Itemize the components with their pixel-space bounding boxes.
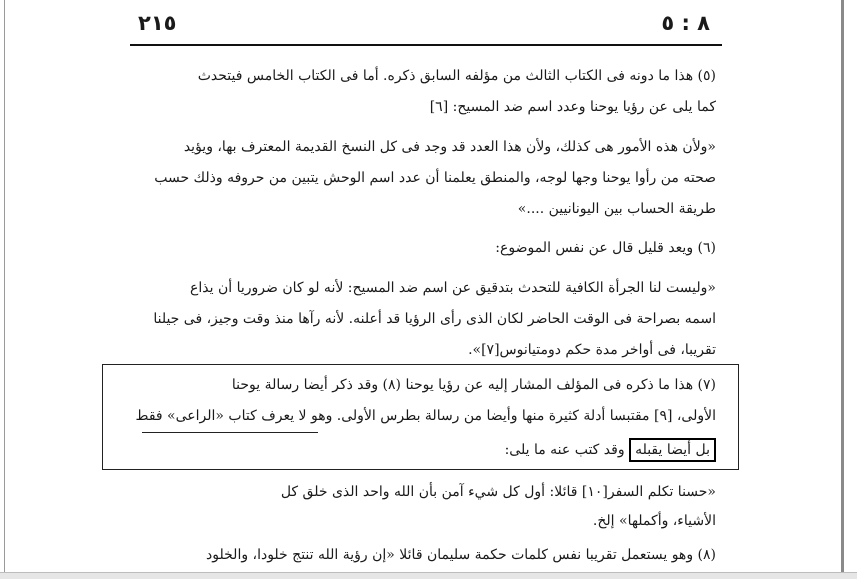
text-line: اسمه بصراحة فى الوقت الحاضر لكان الذى رأى الرؤيا قد أعلنه. لأنه رآها منذ وقت وجيز، فى جيلنا <box>153 311 716 327</box>
text-line: صحته من رأوا يوحنا وجها لوجه، والمنطق يعلمنا أن عدد اسم الوحش يتبين من حروفه وذلك حسب <box>154 170 716 186</box>
text-line-continuation: وقد كتب عنه ما يلى: <box>504 442 625 458</box>
text-line: الأشياء، وأكملها» إلخ. <box>592 513 716 529</box>
text-line: الأولى، [٩] مقتبسا أدلة كثيرة منها وأيضا من رسالة بطرس الأولى. وهو لا يعرف كتاب «الراعى» فقط <box>135 408 716 424</box>
text-line: (٥) هذا ما دونه فى الكتاب الثالث من مؤلفه السابق ذكره. أما فى الكتاب الخامس فيتحدث <box>197 68 716 84</box>
text-line: (٧) هذا ما ذكره فى المؤلف المشار إليه عن رؤيا يوحنا (٨) وقد ذكر أيضا رسالة يوحنا <box>231 377 716 393</box>
chapter-verse-ref: ٨ : ٥ <box>661 11 710 35</box>
text-line: كما يلى عن رؤيا يوحنا وعدد اسم ضد المسيح: [٦] <box>429 99 716 115</box>
text-line: «حسنا تكلم السفر[١٠] قائلا: أول كل شيء آمن بأن الله واحد الذى خلق كل <box>280 484 716 500</box>
book-page <box>118 0 728 572</box>
window-left-edge <box>4 0 5 578</box>
text-line: (٨) وهو يستعمل تقريبا نفس كلمات حكمة سليمان قائلا «إن رؤية الله تنتج خلودا، والخلود <box>206 547 716 563</box>
window-scrollbar[interactable] <box>841 0 844 578</box>
text-line: (٦) ويعد قليل قال عن نفس الموضوع: <box>495 240 716 256</box>
text-line: «وليست لنا الجرأة الكافية للتحدث بتدقيق عن اسم ضد المسيح: لأنه لو كان ضروريا أن يذاع <box>190 280 716 296</box>
text-line <box>124 437 716 463</box>
text-underline <box>142 432 318 433</box>
text-line: «ولأن هذه الأمور هى كذلك، ولأن هذا العدد قد وجد فى كل النسخ القديمة المعترف بها، ويؤيد <box>183 139 716 155</box>
highlighted-phrase: بل أيضا يقبله <box>629 438 716 462</box>
page-number: ٢١٥ <box>138 11 177 35</box>
text-line: طريقة الحساب بين اليونانيين ....» <box>517 201 716 217</box>
text-line: تقريبا، فى أواخر مدة حكم دومتيانوس[٧]». <box>468 342 716 358</box>
header-rule <box>130 44 722 46</box>
